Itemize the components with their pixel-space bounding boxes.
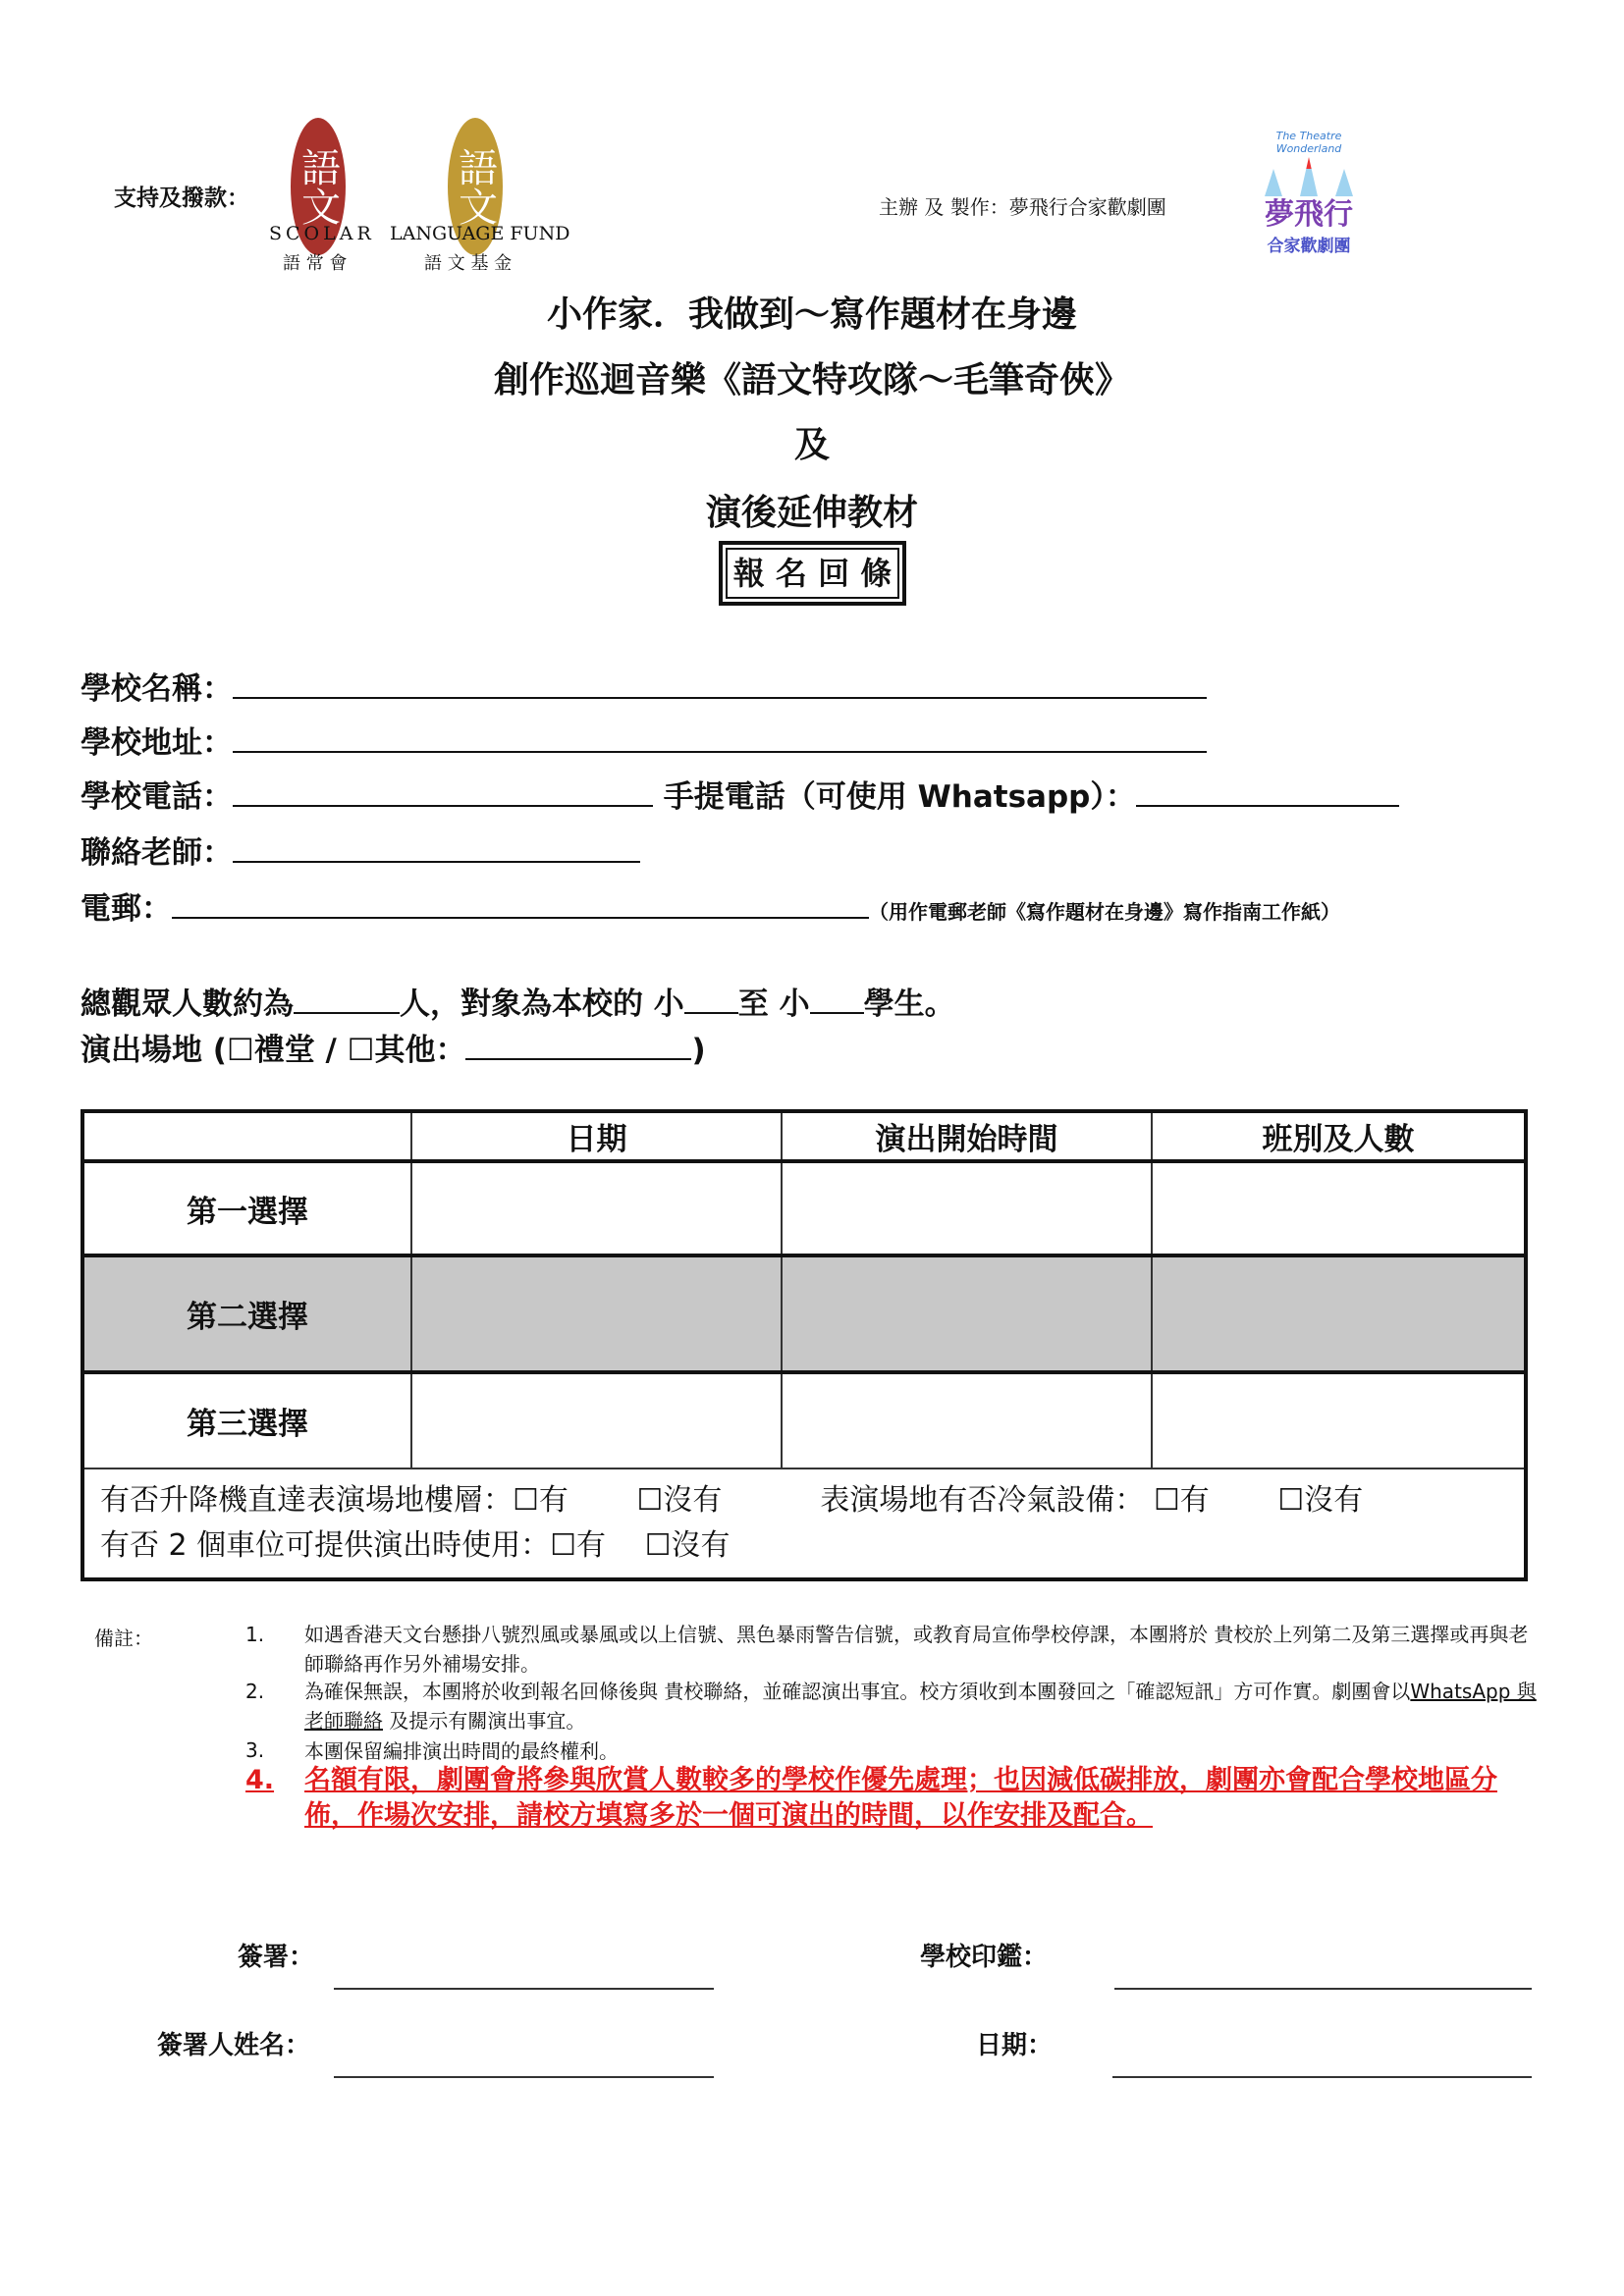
theatre-logo-en: The Theatre Wonderland [1275,130,1342,155]
date-line[interactable] [1112,2076,1532,2078]
teacher-row [81,828,640,872]
note-4-important: 名額有限，劇團會將參與欣賞人數較多的學校作優先處理；也因減低碳排放，劇團亦會配合學校地區分佈，作場次安排，請校方填寫多於一個可演出的時間，以作安排及配合。 [304,1765,1497,1831]
school-phone-input[interactable] [233,777,653,807]
class-cell[interactable] [1152,1372,1526,1468]
scolar-en: SCOLAR [269,223,375,244]
venue-end: ) [691,1033,706,1068]
organizer-text: 主辦 及 製作：夢飛行合家歡劇團 [879,195,1166,219]
title-line-4: 演後延伸教材 [705,493,918,533]
school-name-input[interactable] [233,669,1207,699]
date-label: 日期： [976,2031,1054,2060]
audience-text-1: 總觀眾人數約為 [81,987,294,1022]
phone-row [81,772,1399,816]
note-number: 3. [245,1738,265,1762]
school-stamp-label: 學校印鑑： [920,1943,1049,1972]
theatre-logo-zh2: 合家歡劇團 [1267,237,1351,256]
title-line-3: 及 [793,425,830,465]
teacher-label: 聯絡老師： [81,835,233,871]
language-fund-logo: 語文 [448,118,503,255]
row-label: 第三選擇 [82,1372,411,1468]
venue-label: 演出場地 ( [81,1033,227,1068]
date-cell[interactable] [411,1161,782,1255]
grade-to-input[interactable] [810,985,864,1014]
grade-from-input[interactable] [684,985,738,1014]
note-2-text: 為確保無誤，本團將於收到報名回條後與 貴校聯絡，並確認演出事宜。校方須收到本團發回之「確認短訊」方可作實。劇團會以 [304,1680,1411,1703]
school-address-label: 學校地址： [81,725,233,761]
mobile-input[interactable] [1136,777,1399,807]
fund-en: LANGUAGE FUND [390,223,570,244]
audience-text-3: 至 小 [737,987,810,1022]
school-stamp-line[interactable] [1114,1988,1532,1990]
audience-row [81,979,955,1023]
fund-zh: 語 文 基 金 [424,253,513,274]
venue-options[interactable]: ☐禮堂 / ☐其他： [226,1033,466,1068]
header-time: 演出開始時間 [782,1111,1152,1161]
title-line-1: 小作家．我做到～寫作題材在身邊 [546,294,1077,335]
note-2-tail: 及提示有關演出事宜。 [383,1709,586,1733]
title-line-2: 創作巡迴音樂《語文特攻隊～毛筆奇俠》 [493,360,1130,400]
email-row [81,883,1340,928]
table-row [82,1372,1526,1468]
email-input[interactable] [172,889,869,919]
table-row [82,1161,1526,1255]
email-label: 電郵： [81,891,172,927]
parking-question[interactable]: 有否 2 個車位可提供演出時使用：☐有 ☐沒有 [100,1528,731,1563]
schedule-table [81,1109,1528,1581]
theatre-logo [1245,130,1373,273]
teacher-input[interactable] [233,833,640,863]
email-note: （用作電郵老師《寫作題材在身邊》寫作指南工作紙） [869,900,1340,924]
time-cell[interactable] [782,1255,1152,1372]
date-cell[interactable] [411,1255,782,1372]
note-2 [304,1677,1542,1735]
support-label: 支持及撥款： [114,186,249,211]
date-cell[interactable] [411,1372,782,1468]
school-phone-label: 學校電話： [81,779,233,815]
class-cell[interactable] [1152,1255,1526,1372]
note-3: 本團保留編排演出時間的最終權利。 [304,1739,619,1763]
mobile-label: 手提電話（可使用 Whatsapp）： [663,779,1136,815]
table-row [82,1255,1526,1372]
aircon-question[interactable]: 表演場地有否冷氣設備： ☐有 ☐沒有 [820,1483,1364,1518]
lift-question[interactable]: 有否升降機直達表演場地樓層：☐有 ☐沒有 [100,1483,723,1518]
form-title-box: 報 名 回 條 [719,541,906,606]
notes-label: 備註： [94,1627,153,1650]
note-number: 1. [245,1623,265,1646]
row-label: 第一選擇 [82,1161,411,1255]
audience-count-input[interactable] [294,985,400,1014]
audience-text-2: 人，對象為本校的 小 [400,987,684,1022]
note-number: 4. [245,1765,275,1795]
school-address-row [81,718,1207,762]
venue-row [81,1025,706,1069]
row-label: 第二選擇 [82,1255,411,1372]
facility-cell [82,1468,1526,1579]
school-name-label: 學校名稱： [81,671,233,707]
theatre-logo-zh1: 夢飛行 [1265,197,1353,232]
castle-icon [1265,157,1353,196]
signature-line[interactable] [334,1988,714,1990]
note-1: 如遇香港天文台懸掛八號烈風或暴風或以上信號、黑色暴雨警告信號，或教育局宣佈學校停課，本團將於 貴校於上列第二及第三選擇或再與老師聯絡再作另外補場安排。 [304,1623,1529,1676]
scolar-logo: 語文 [291,118,346,255]
time-cell[interactable] [782,1372,1152,1468]
note-2-underlined: WhatsApp 與老師聯絡 [304,1680,1537,1733]
header-date: 日期 [411,1111,782,1161]
header-blank [82,1111,411,1161]
venue-other-input[interactable] [465,1031,691,1060]
time-cell[interactable] [782,1161,1152,1255]
scolar-zh: 語 常 會 [283,253,348,274]
school-name-row [81,664,1207,708]
signer-name-line[interactable] [334,2076,714,2078]
signature-label: 簽署： [238,1943,315,1972]
school-address-input[interactable] [233,723,1207,753]
audience-text-4: 學生。 [863,987,955,1022]
class-cell[interactable] [1152,1161,1526,1255]
header-class: 班別及人數 [1152,1111,1526,1161]
signer-name-label: 簽署人姓名： [157,2031,311,2060]
note-number: 2. [245,1680,265,1703]
